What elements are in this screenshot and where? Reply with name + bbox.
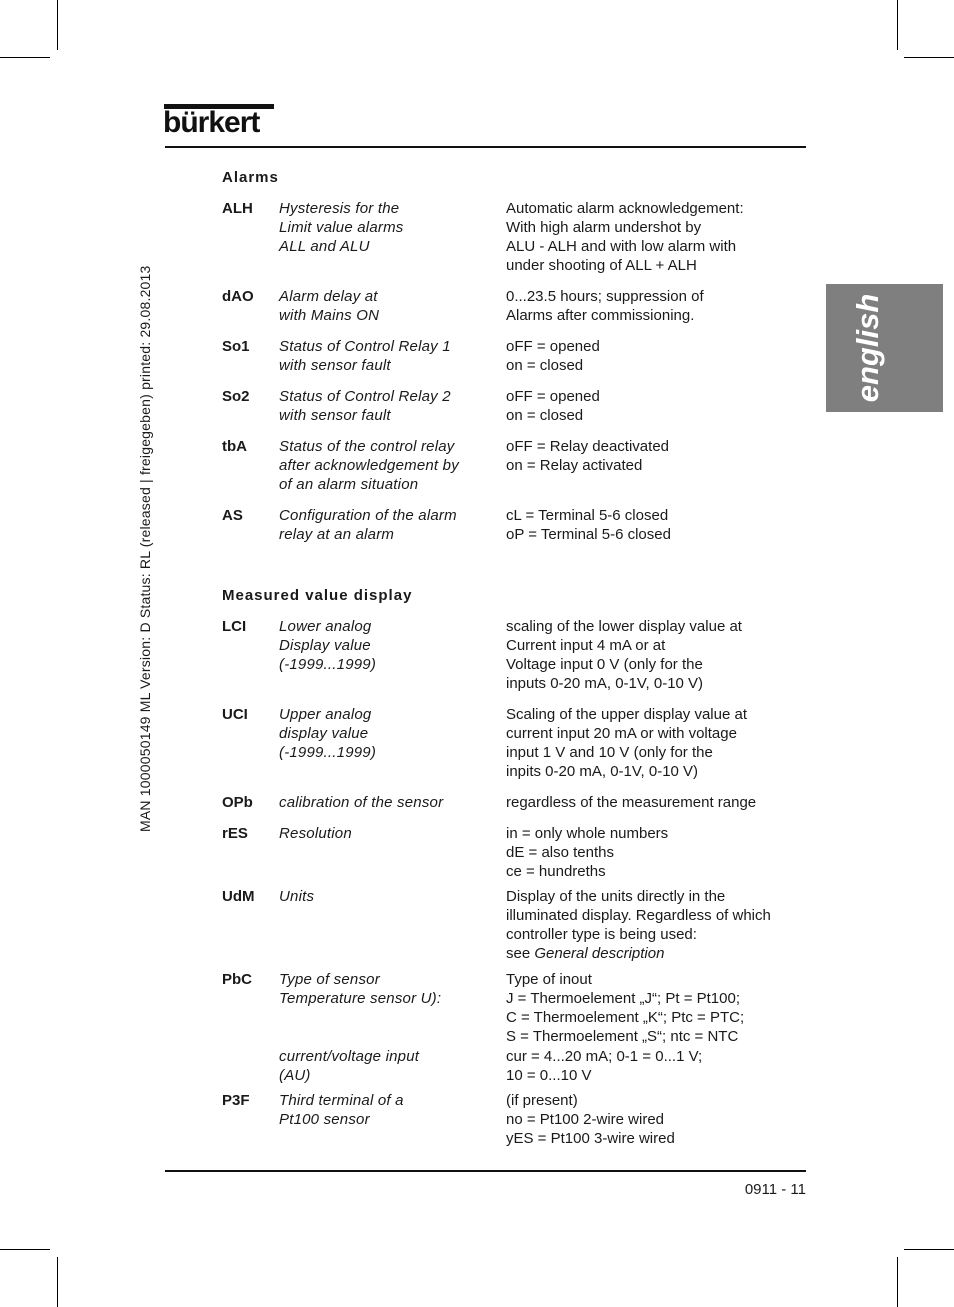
param-name: current/voltage input (AU) xyxy=(279,1048,420,1084)
param-name: calibration of the sensor xyxy=(279,794,444,811)
param-description: cL = Terminal 5-6 closed oP = Terminal 5-6 closed xyxy=(506,507,671,543)
crop-mark xyxy=(897,0,898,50)
crop-mark xyxy=(0,1249,50,1250)
crop-mark xyxy=(0,57,50,58)
param-code: ALH xyxy=(222,200,253,217)
crop-mark xyxy=(57,0,58,50)
logo-wordmark: bürkert xyxy=(163,106,260,139)
section-title-alarms: Alarms xyxy=(222,169,279,186)
param-description: in = only whole numbers dE = also tenths ce = hundreths xyxy=(506,825,669,880)
param-name: Configuration of the alarm relay at an alarm xyxy=(279,507,457,543)
param-code: UCI xyxy=(222,706,248,723)
param-code: UdM xyxy=(222,888,255,905)
param-code: P3F xyxy=(222,1092,250,1109)
param-name: Alarm delay at with Mains ON xyxy=(279,288,380,324)
param-code: OPb xyxy=(222,794,253,811)
param-description: cur = 4...20 mA; 0-1 = 0...1 V; 10 = 0...10 V xyxy=(506,1048,703,1084)
param-code: LCI xyxy=(222,618,247,635)
language-tab-label: english xyxy=(850,293,885,403)
param-description: (if present) no = Pt100 2-wire wired yES = Pt100 3-wire wired xyxy=(506,1092,675,1147)
param-description: oFF = opened on = closed xyxy=(506,338,600,374)
param-description: 0...23.5 hours; suppression of Alarms after commissioning. xyxy=(506,288,704,324)
param-name: Resolution xyxy=(279,825,352,842)
crop-mark xyxy=(57,1257,58,1307)
param-code: tbA xyxy=(222,438,247,455)
page-number: 0911 - 11 xyxy=(744,1181,806,1198)
param-description: Type of inout J = Thermoelement „J“; Pt = Pt100; C = Thermoelement „K“; Ptc = PTC; S = Thermoelement „S“; ntc = NTC xyxy=(506,971,745,1045)
section-title-measured: Measured value display xyxy=(222,587,413,604)
param-description: scaling of the lower display value at Current input 4 mA or at Voltage input 0 V (only for the inputs 0-20 mA, 0-1V, 0-10 V) xyxy=(506,618,742,692)
document-status-note: MAN 1000050149 ML Version: D Status: RL (released | freigegeben) printed: 29.08.2013 xyxy=(137,265,153,832)
param-name: Lower analog Display value (-1999...1999) xyxy=(279,618,377,673)
param-description: Automatic alarm acknowledgement: With high alarm undershot by ALU - ALH and with low alarm with under shooting of ALL + ALH xyxy=(506,200,744,274)
burkert-logo xyxy=(164,104,276,142)
see-label: see xyxy=(506,945,531,962)
param-code: rES xyxy=(222,825,248,842)
crop-mark xyxy=(897,1257,898,1307)
param-name: Upper analog display value (-1999...1999) xyxy=(279,706,377,761)
param-code: So1 xyxy=(222,338,250,355)
param-code: dAO xyxy=(222,288,254,305)
param-description xyxy=(506,887,806,963)
param-name: Status of the control relay after acknowledgement by of an alarm situation xyxy=(279,438,459,493)
param-code: PbC xyxy=(222,971,252,988)
param-description: oFF = Relay deactivated on = Relay activated xyxy=(506,438,670,474)
footer-rule xyxy=(165,1170,806,1172)
header-rule xyxy=(165,146,806,148)
param-code: AS xyxy=(222,507,243,524)
param-code: So2 xyxy=(222,388,250,405)
param-name: Status of Control Relay 1 with sensor fault xyxy=(279,338,451,374)
crop-mark xyxy=(904,57,954,58)
crop-mark xyxy=(904,1249,954,1250)
param-name: Status of Control Relay 2 with sensor fault xyxy=(279,388,451,424)
param-description-text: Display of the units directly in the illuminated display. Regardless of which controller type is being used: xyxy=(506,888,771,943)
param-description: Scaling of the upper display value at current input 20 mA or with voltage input 1 V and 10 V (only for the inpits 0-20 mA, 0-1V, 0-10 V) xyxy=(506,706,747,780)
param-name: Hysteresis for the Limit value alarms ALL and ALU xyxy=(279,200,404,255)
param-name: Third terminal of a Pt100 sensor xyxy=(279,1092,404,1128)
cross-reference: General description xyxy=(534,945,665,962)
param-name: Type of sensor Temperature sensor U): xyxy=(279,971,442,1007)
param-name: Units xyxy=(279,888,315,905)
param-description: oFF = opened on = closed xyxy=(506,388,600,424)
language-tab xyxy=(826,284,943,412)
param-description: regardless of the measurement range xyxy=(506,794,757,811)
